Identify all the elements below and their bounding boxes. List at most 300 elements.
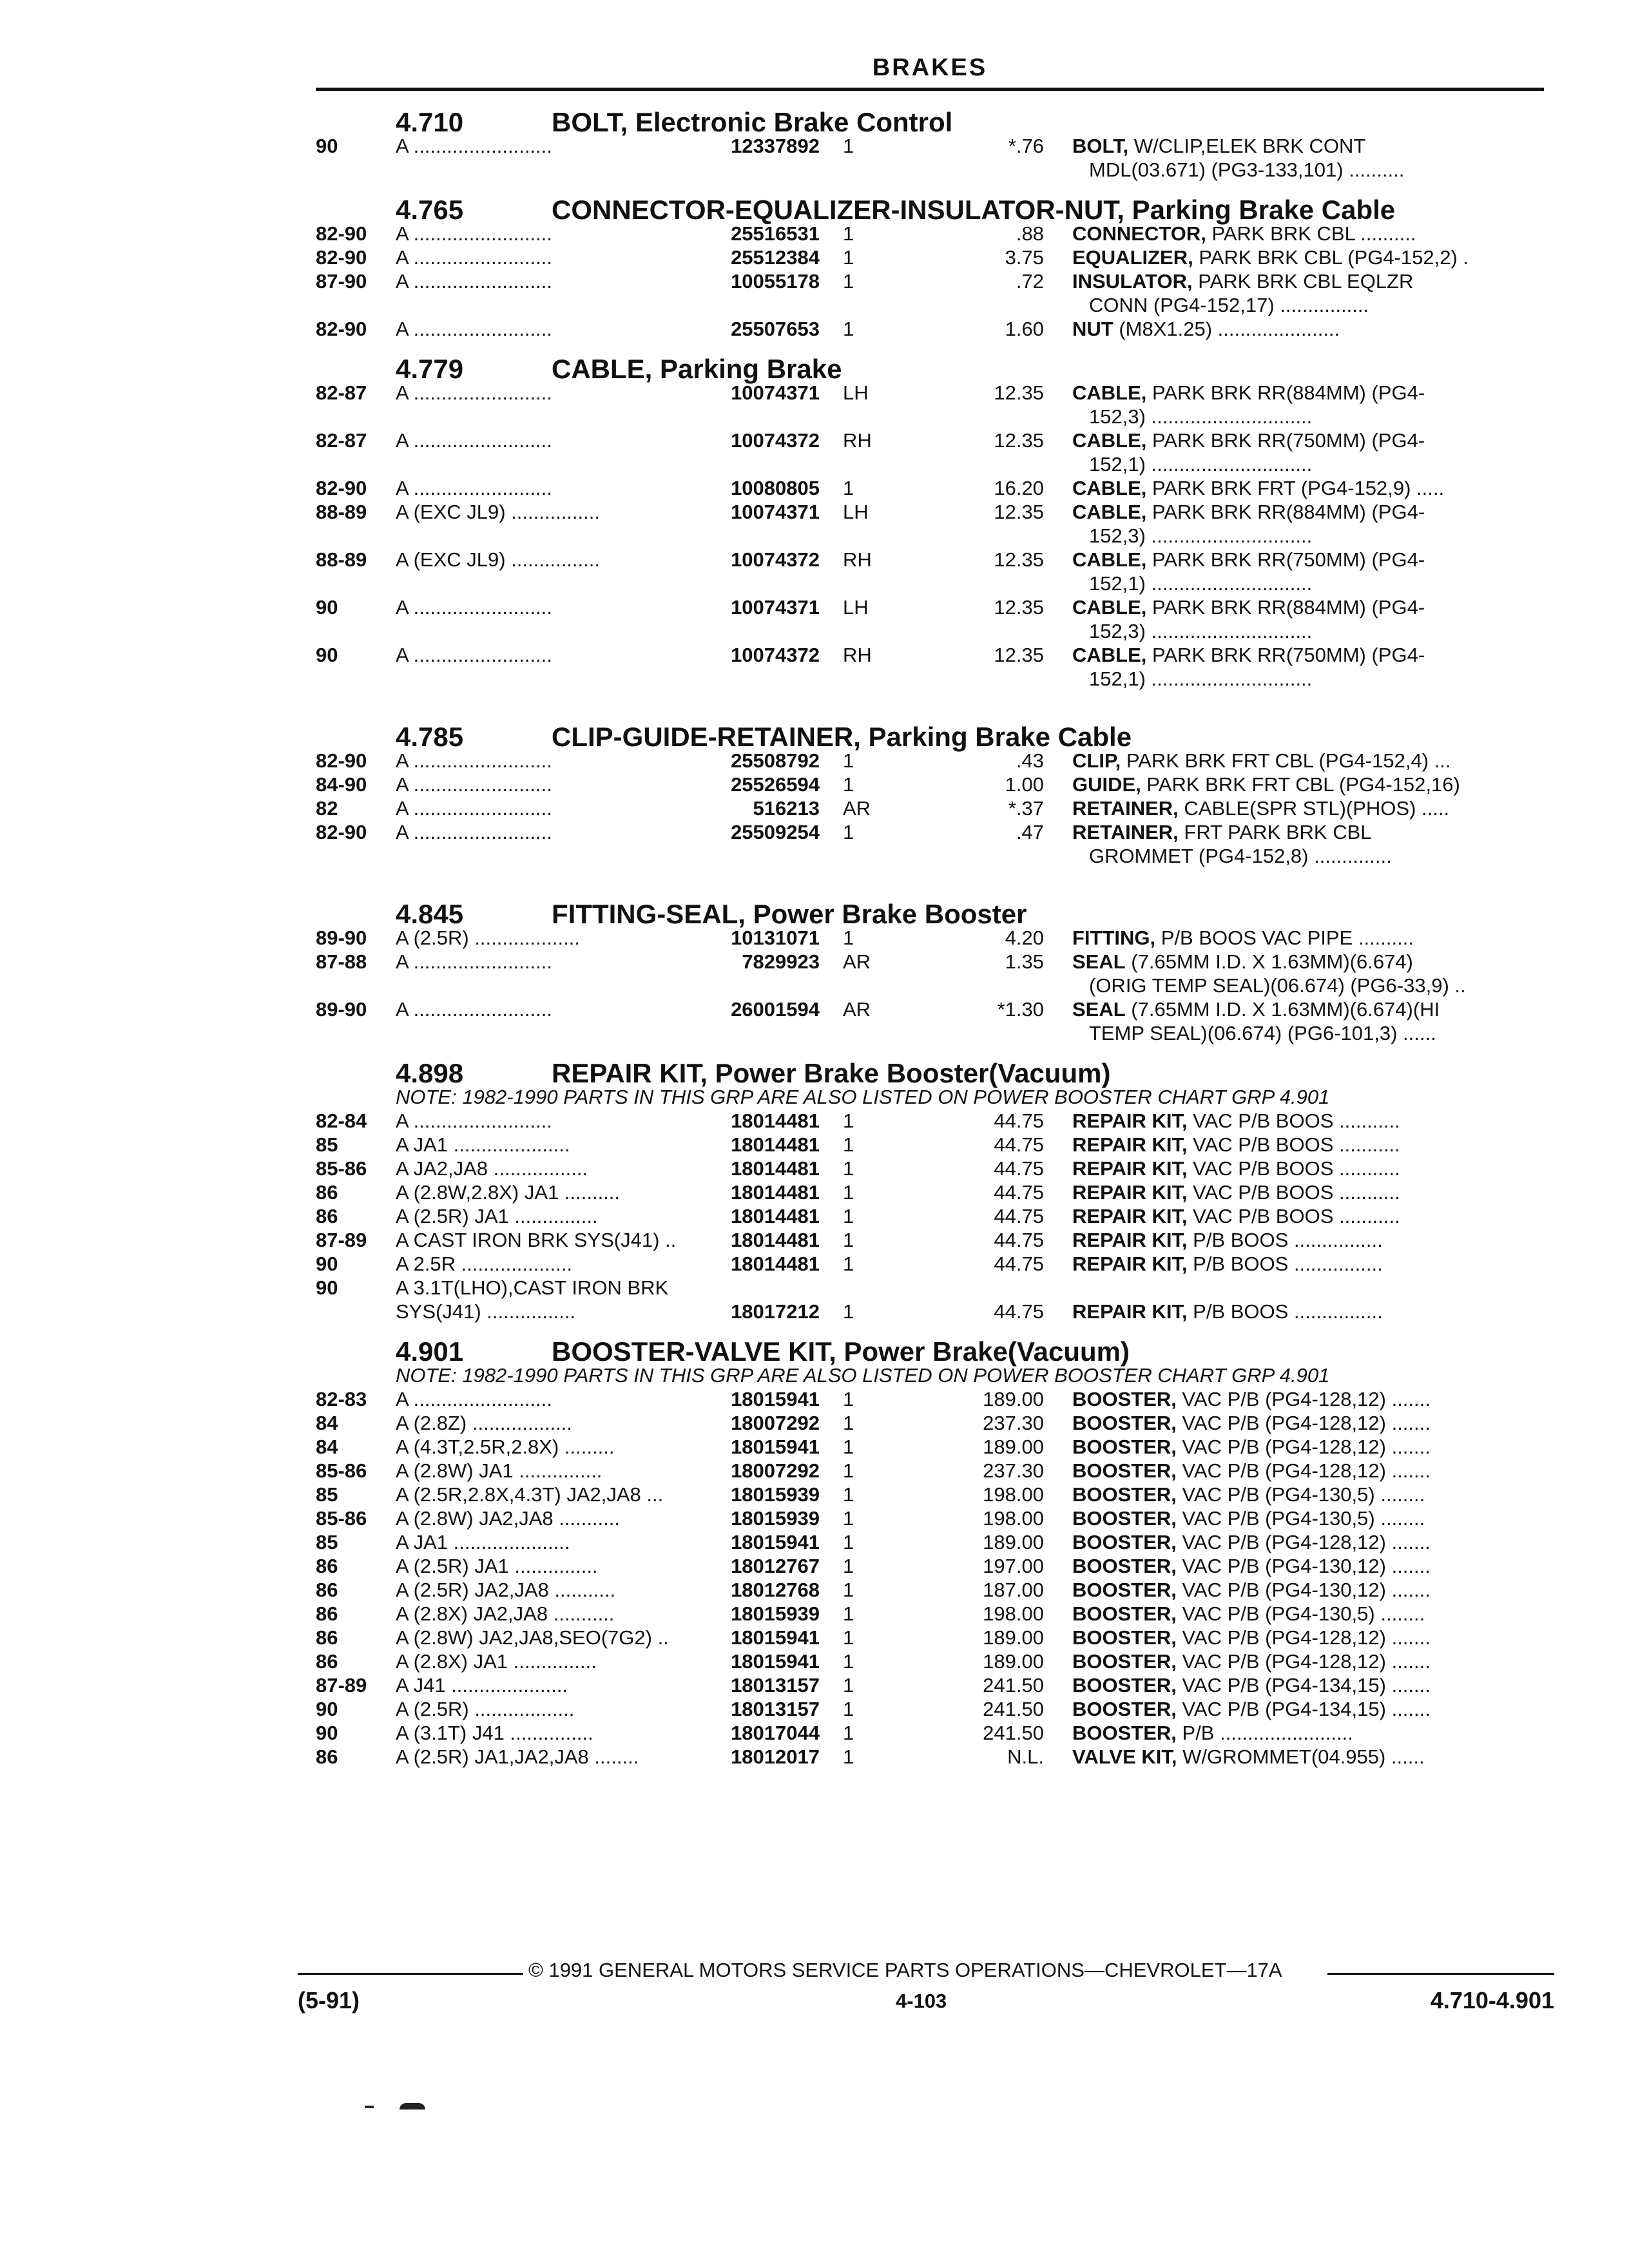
- model-years: 89-90: [316, 927, 367, 949]
- price: 12.35: [994, 429, 1044, 452]
- model-years: 85-86: [316, 1459, 367, 1482]
- part-row: [316, 428, 1544, 452]
- application: A .........................: [396, 749, 552, 772]
- application: A (2.5R) JA1,JA2,JA8 ........: [396, 1745, 639, 1768]
- description-keyword: REPAIR KIT,: [1072, 1300, 1188, 1323]
- quantity: 1: [843, 1133, 854, 1156]
- part-number: 18007292: [731, 1459, 820, 1482]
- quantity: 1: [843, 1674, 854, 1696]
- description: [1072, 1530, 1544, 1554]
- part-row: [316, 1109, 1544, 1133]
- description-keyword: BOOSTER,: [1072, 1483, 1177, 1506]
- description-continuation: [316, 844, 1544, 868]
- model-years: 88-89: [316, 501, 367, 523]
- part-row: [316, 476, 1544, 500]
- group-title: CABLE, Parking Brake: [552, 354, 842, 384]
- part-number: 18015941: [731, 1531, 820, 1553]
- description-keyword: BOOSTER,: [1072, 1650, 1177, 1673]
- part-number: 10074372: [731, 548, 820, 571]
- part-number: 18015941: [731, 1436, 820, 1458]
- description-text: VAC P/B (PG4-130,12) .......: [1176, 1579, 1431, 1601]
- description-keyword: BOOSTER,: [1072, 1459, 1177, 1482]
- description-keyword: INSULATOR,: [1072, 270, 1193, 293]
- description: [1072, 1673, 1544, 1697]
- quantity: 1: [843, 1531, 854, 1553]
- part-row: [316, 1435, 1544, 1459]
- part-number: 10074371: [731, 381, 820, 404]
- description-continuation: [316, 405, 1544, 428]
- quantity: 1: [843, 1110, 854, 1132]
- model-years: 86: [316, 1650, 338, 1673]
- model-years: 86: [316, 1205, 338, 1227]
- description-text: VAC P/B BOOS ...........: [1187, 1133, 1400, 1156]
- description: [1072, 317, 1544, 341]
- model-years: 85-86: [316, 1157, 367, 1180]
- description-keyword: EQUALIZER,: [1072, 246, 1193, 269]
- description-text: P/B BOOS ................: [1187, 1253, 1383, 1275]
- application: A .........................: [396, 950, 552, 973]
- part-number: 25509254: [731, 821, 820, 843]
- application: A (2.8Z) ..................: [396, 1412, 572, 1434]
- quantity: 1: [843, 749, 854, 772]
- quantity: 1: [843, 1157, 854, 1180]
- description-text: VAC P/B BOOS ...........: [1187, 1181, 1400, 1204]
- price: 12.35: [994, 548, 1044, 571]
- description: [1072, 950, 1544, 974]
- model-years: 89-90: [316, 998, 367, 1021]
- group-number: 4.779: [396, 354, 464, 384]
- price: 44.75: [994, 1157, 1044, 1180]
- description-keyword: BOOSTER,: [1072, 1602, 1177, 1625]
- quantity: 1: [843, 1626, 854, 1649]
- group-title: REPAIR KIT, Power Brake Booster(Vacuum): [552, 1058, 1111, 1088]
- description: [1072, 1228, 1544, 1252]
- application: A .........................: [396, 1110, 552, 1132]
- description-text: W/GROMMET(04.955) ......: [1177, 1745, 1425, 1768]
- description: [1072, 245, 1544, 269]
- description-keyword: CABLE,: [1072, 477, 1147, 499]
- group-note: NOTE: 1982-1990 PARTS IN THIS GRP ARE ALSO LISTED ON POWER BOOSTER CHART GRP 4.901: [396, 1364, 1330, 1387]
- application: A (2.8W) JA2,JA8 ...........: [396, 1507, 620, 1530]
- group-range: 4.710-4.901: [1430, 1987, 1554, 2013]
- scan-mark: [400, 2103, 425, 2109]
- group-number: 4.710: [396, 107, 464, 137]
- description-text: VAC P/B (PG4-128,12) .......: [1176, 1650, 1431, 1673]
- description-text: VAC P/B (PG4-128,12) .......: [1176, 1412, 1431, 1434]
- part-number: 18014481: [731, 1229, 820, 1251]
- section-heading: [316, 1045, 1544, 1088]
- price: 16.20: [994, 477, 1044, 499]
- part-row: [316, 1721, 1544, 1745]
- description-text: VAC P/B (PG4-128,12) .......: [1176, 1436, 1431, 1458]
- section-heading: [316, 1323, 1544, 1367]
- quantity: 1: [843, 1698, 854, 1720]
- application: A .........................: [396, 222, 552, 245]
- quantity: 1: [843, 1483, 854, 1506]
- description-text: PARK BRK RR(750MM) (PG4-: [1146, 644, 1425, 666]
- model-years: 82-90: [316, 318, 367, 340]
- description: [1072, 134, 1544, 158]
- description-text: P/B ........................: [1176, 1722, 1353, 1744]
- application: A (2.8W) JA2,JA8,SEO(7G2) ..: [396, 1626, 669, 1649]
- application: A 3.1T(LHO),CAST IRON BRK: [396, 1276, 669, 1299]
- quantity: RH: [843, 429, 872, 452]
- application: A JA1 .....................: [396, 1531, 570, 1553]
- model-years: 86: [316, 1579, 338, 1601]
- part-number: 18014481: [731, 1133, 820, 1156]
- description-text: VAC P/B (PG4-130,12) .......: [1176, 1555, 1431, 1577]
- description-text: VAC P/B (PG4-128,12) .......: [1176, 1459, 1431, 1482]
- price: 189.00: [983, 1388, 1044, 1410]
- description: [1072, 1109, 1544, 1133]
- quantity: 1: [843, 1650, 854, 1673]
- description: [1072, 643, 1544, 667]
- application: A .........................: [396, 246, 552, 269]
- section-heading: [316, 886, 1544, 929]
- description-text: PARK BRK RR(884MM) (PG4-: [1146, 501, 1425, 523]
- price: 1.35: [1005, 950, 1044, 973]
- price: 12.35: [994, 644, 1044, 666]
- description: [1072, 1252, 1544, 1276]
- model-years: 82: [316, 797, 338, 820]
- part-number: 10055178: [731, 270, 820, 293]
- description-continuation: [316, 667, 1544, 691]
- part-row: [316, 134, 1544, 158]
- part-row: [316, 796, 1544, 820]
- description-keyword: RETAINER,: [1072, 797, 1179, 820]
- part-number: 18012017: [731, 1745, 820, 1768]
- quantity: 1: [843, 477, 854, 499]
- model-years: 90: [316, 1698, 338, 1720]
- quantity: 1: [843, 1253, 854, 1275]
- quantity: 1: [843, 246, 854, 269]
- quantity: RH: [843, 548, 872, 571]
- part-number: 18013157: [731, 1698, 820, 1720]
- description-keyword: REPAIR KIT,: [1072, 1253, 1188, 1275]
- part-number: 10074371: [731, 501, 820, 523]
- application: A (3.1T) J41 ...............: [396, 1722, 593, 1744]
- description-text: W/CLIP,ELEK BRK CONT: [1128, 135, 1366, 157]
- price: 3.75: [1005, 246, 1044, 269]
- description-text: VAC P/B (PG4-128,12) .......: [1176, 1626, 1431, 1649]
- part-row: [316, 1530, 1544, 1554]
- model-years: 86: [316, 1555, 338, 1577]
- price: 241.50: [983, 1722, 1044, 1744]
- model-years: 82-90: [316, 749, 367, 772]
- group-title: FITTING-SEAL, Power Brake Booster: [552, 899, 1027, 929]
- price: 197.00: [983, 1555, 1044, 1577]
- part-number: 25508792: [731, 749, 820, 772]
- part-number: 10074372: [731, 429, 820, 452]
- quantity: 1: [843, 1300, 854, 1323]
- part-number: 18014481: [731, 1205, 820, 1227]
- model-years: 90: [316, 1253, 338, 1275]
- part-row: [316, 245, 1544, 269]
- description-keyword: VALVE KIT,: [1072, 1745, 1177, 1768]
- description: [1072, 1506, 1544, 1530]
- part-number: 18014481: [731, 1181, 820, 1204]
- quantity: 1: [843, 1412, 854, 1434]
- application: A (2.5R) JA2,JA8 ...........: [396, 1579, 616, 1601]
- quantity: 1: [843, 1459, 854, 1482]
- price: 189.00: [983, 1531, 1044, 1553]
- part-row: [316, 1602, 1544, 1626]
- quantity: 1: [843, 1388, 854, 1410]
- part-number: 18015941: [731, 1388, 820, 1410]
- quantity: RH: [843, 644, 872, 666]
- description: [1072, 1300, 1544, 1323]
- header-rule: [316, 88, 1544, 91]
- group-title: CONNECTOR-EQUALIZER-INSULATOR-NUT, Parking Brake Cable: [552, 195, 1396, 225]
- description-keyword: CABLE,: [1072, 429, 1147, 452]
- description-text: 152,1) .............................: [1089, 572, 1313, 595]
- model-years: 90: [316, 1276, 338, 1299]
- application: A .........................: [396, 477, 552, 499]
- footer-rule-left: [298, 1973, 523, 1975]
- part-row: [316, 1387, 1544, 1411]
- description-keyword: BOOSTER,: [1072, 1507, 1177, 1530]
- description-text: VAC P/B (PG4-128,12) .......: [1176, 1531, 1431, 1553]
- part-row: [316, 222, 1544, 245]
- part-number: 18013157: [731, 1674, 820, 1696]
- description-keyword: REPAIR KIT,: [1072, 1110, 1188, 1132]
- model-years: 82-83: [316, 1388, 367, 1410]
- part-row: [316, 381, 1544, 405]
- description-keyword: REPAIR KIT,: [1072, 1157, 1188, 1180]
- application: A .........................: [396, 998, 552, 1021]
- price: .43: [1016, 749, 1044, 772]
- application: A .........................: [396, 596, 552, 619]
- group-note: NOTE: 1982-1990 PARTS IN THIS GRP ARE ALSO LISTED ON POWER BOOSTER CHART GRP 4.901: [396, 1086, 1330, 1108]
- part-number: 18014481: [731, 1157, 820, 1180]
- model-years: 85: [316, 1133, 338, 1156]
- price: 241.50: [983, 1674, 1044, 1696]
- description-keyword: NUT: [1072, 318, 1113, 340]
- description-text: PARK BRK FRT CBL (PG4-152,4) ...: [1121, 749, 1451, 772]
- part-number: 18015939: [731, 1507, 820, 1530]
- price: 1.00: [1005, 773, 1044, 796]
- description: [1072, 428, 1544, 452]
- application: A (2.5R) ...................: [396, 927, 580, 949]
- price: *.76: [1008, 135, 1044, 157]
- description: [1072, 1157, 1544, 1180]
- part-row: [316, 1483, 1544, 1506]
- part-number: 18017044: [731, 1722, 820, 1744]
- model-years: 90: [316, 644, 338, 666]
- description-text: VAC P/B BOOS ...........: [1187, 1110, 1400, 1132]
- description: [1072, 1483, 1544, 1506]
- price: 1.60: [1005, 318, 1044, 340]
- application: A (2.5R) JA1 ...............: [396, 1555, 598, 1577]
- section-heading: [316, 95, 1544, 137]
- description-text: VAC P/B (PG4-134,15) .......: [1176, 1674, 1431, 1696]
- part-number: 25516531: [731, 222, 820, 245]
- application: A J41 .....................: [396, 1674, 568, 1696]
- description: [1072, 1435, 1544, 1459]
- description-text: CONN (PG4-152,17) ................: [1089, 294, 1369, 316]
- description-text: VAC P/B BOOS ...........: [1187, 1205, 1400, 1227]
- description-keyword: CONNECTOR,: [1072, 222, 1206, 245]
- price: 187.00: [983, 1579, 1044, 1601]
- description-keyword: BOOSTER,: [1072, 1555, 1177, 1577]
- description: [1072, 997, 1544, 1021]
- application: SYS(J41) ................: [396, 1300, 576, 1323]
- footer-rule-right: [1327, 1973, 1554, 1975]
- quantity: 1: [843, 1722, 854, 1744]
- description-keyword: CABLE,: [1072, 381, 1147, 404]
- part-row: [316, 997, 1544, 1021]
- description-text: 152,1) .............................: [1089, 453, 1313, 476]
- price: 12.35: [994, 596, 1044, 619]
- description-text: MDL(03.671) (PG3-133,101) ..........: [1089, 159, 1405, 181]
- description-text: FRT PARK BRK CBL: [1178, 821, 1372, 843]
- description: [1072, 381, 1544, 405]
- model-years: 85-86: [316, 1507, 367, 1530]
- model-years: 82-84: [316, 1110, 367, 1132]
- description: [1072, 1697, 1544, 1721]
- part-row: [316, 1554, 1544, 1578]
- part-row: [316, 1649, 1544, 1673]
- part-number: 18014481: [731, 1253, 820, 1275]
- description-text: VAC P/B BOOS ...........: [1187, 1157, 1400, 1180]
- description-keyword: BOOSTER,: [1072, 1722, 1177, 1744]
- description: [1072, 500, 1544, 524]
- model-years: 82-90: [316, 821, 367, 843]
- model-years: 86: [316, 1181, 338, 1204]
- model-years: 90: [316, 1722, 338, 1744]
- part-number: 26001594: [731, 998, 820, 1021]
- price: 44.75: [994, 1205, 1044, 1227]
- section-gap: [316, 691, 1544, 709]
- part-row: [316, 1411, 1544, 1435]
- part-number: 18015939: [731, 1483, 820, 1506]
- description-text: P/B BOOS VAC PIPE ..........: [1155, 927, 1414, 949]
- price: 44.75: [994, 1110, 1044, 1132]
- price: 12.35: [994, 381, 1044, 404]
- description: [1072, 1626, 1544, 1649]
- quantity: 1: [843, 821, 854, 843]
- description-keyword: BOOSTER,: [1072, 1436, 1177, 1458]
- quantity: 1: [843, 222, 854, 245]
- description-text: PARK BRK FRT (PG4-152,9) .....: [1146, 477, 1445, 499]
- price: 44.75: [994, 1133, 1044, 1156]
- revision-date: (5-91): [298, 1987, 360, 2013]
- part-number: 25526594: [731, 773, 820, 796]
- description-keyword: REPAIR KIT,: [1072, 1133, 1188, 1156]
- application: A JA1 .....................: [396, 1133, 570, 1156]
- part-row: [316, 1204, 1544, 1228]
- quantity: 1: [843, 135, 854, 157]
- page-footer: [298, 1959, 1554, 2018]
- description: [1072, 1387, 1544, 1411]
- description-continuation: [316, 1021, 1544, 1045]
- description: [1072, 773, 1544, 796]
- description-keyword: SEAL: [1072, 950, 1126, 973]
- group-title: BOOSTER-VALVE KIT, Power Brake(Vacuum): [552, 1336, 1130, 1367]
- model-years: 87-89: [316, 1674, 367, 1696]
- description-text: PARK BRK CBL ..........: [1206, 222, 1416, 245]
- description-keyword: BOOSTER,: [1072, 1531, 1177, 1553]
- description-keyword: BOOSTER,: [1072, 1698, 1177, 1720]
- description-continuation: [316, 524, 1544, 548]
- description: [1072, 1411, 1544, 1435]
- description-text: CABLE(SPR STL)(PHOS) .....: [1178, 797, 1450, 820]
- quantity: 1: [843, 1205, 854, 1227]
- part-number: 18015941: [731, 1626, 820, 1649]
- quantity: 1: [843, 1507, 854, 1530]
- description-keyword: RETAINER,: [1072, 821, 1179, 843]
- description: [1072, 548, 1544, 572]
- application: A (2.5R,2.8X,4.3T) JA2,JA8 ...: [396, 1483, 664, 1506]
- description-text: (7.65MM I.D. X 1.63MM)(6.674): [1125, 950, 1413, 973]
- description: [1072, 926, 1544, 950]
- quantity: 1: [843, 318, 854, 340]
- price: *1.30: [997, 998, 1044, 1021]
- model-years: 85: [316, 1531, 338, 1553]
- application: A (EXC JL9) ................: [396, 501, 600, 523]
- part-row: [316, 773, 1544, 796]
- model-years: 82-90: [316, 222, 367, 245]
- price: 198.00: [983, 1602, 1044, 1625]
- description-keyword: CABLE,: [1072, 548, 1147, 571]
- part-row: [316, 1459, 1544, 1483]
- part-row: [316, 269, 1544, 293]
- part-number: 18015941: [731, 1650, 820, 1673]
- part-row: [316, 749, 1544, 773]
- model-years: 87-90: [316, 270, 367, 293]
- application: A .........................: [396, 381, 552, 404]
- application: A 2.5R ....................: [396, 1253, 572, 1275]
- model-years: 84: [316, 1436, 338, 1458]
- section-heading: [316, 709, 1544, 752]
- description-text: (M8X1.25) ......................: [1113, 318, 1340, 340]
- description-keyword: BOOSTER,: [1072, 1412, 1177, 1434]
- model-years: 86: [316, 1745, 338, 1768]
- quantity: 1: [843, 1555, 854, 1577]
- description: [1072, 1649, 1544, 1673]
- group-number: 4.845: [396, 899, 464, 929]
- price: 189.00: [983, 1650, 1044, 1673]
- part-number: 18015939: [731, 1602, 820, 1625]
- group-number: 4.898: [396, 1058, 464, 1088]
- description-keyword: BOOSTER,: [1072, 1579, 1177, 1601]
- application: A (2.5R) JA1 ...............: [396, 1205, 598, 1227]
- part-row: [316, 1697, 1544, 1721]
- application: A CAST IRON BRK SYS(J41) ..: [396, 1229, 677, 1251]
- description-text: VAC P/B (PG4-130,5) ........: [1176, 1507, 1425, 1530]
- application: A .........................: [396, 773, 552, 796]
- description: [1072, 269, 1544, 293]
- part-row: [316, 317, 1544, 341]
- description-text: PARK BRK FRT CBL (PG4-152,16): [1141, 773, 1460, 796]
- part-row: [316, 1133, 1544, 1157]
- model-years: 84-90: [316, 773, 367, 796]
- price: 237.30: [983, 1412, 1044, 1434]
- price: N.L.: [1007, 1745, 1044, 1768]
- part-row: [316, 926, 1544, 950]
- application: A .........................: [396, 135, 552, 157]
- section-gap: [316, 868, 1544, 886]
- price: 12.35: [994, 501, 1044, 523]
- part-row: [316, 500, 1544, 524]
- part-number: 10080805: [731, 477, 820, 499]
- application: A .........................: [396, 429, 552, 452]
- model-years: 82-90: [316, 477, 367, 499]
- description-keyword: GUIDE,: [1072, 773, 1141, 796]
- quantity: LH: [843, 501, 869, 523]
- part-number: 10131071: [731, 927, 820, 949]
- quantity: 1: [843, 1579, 854, 1601]
